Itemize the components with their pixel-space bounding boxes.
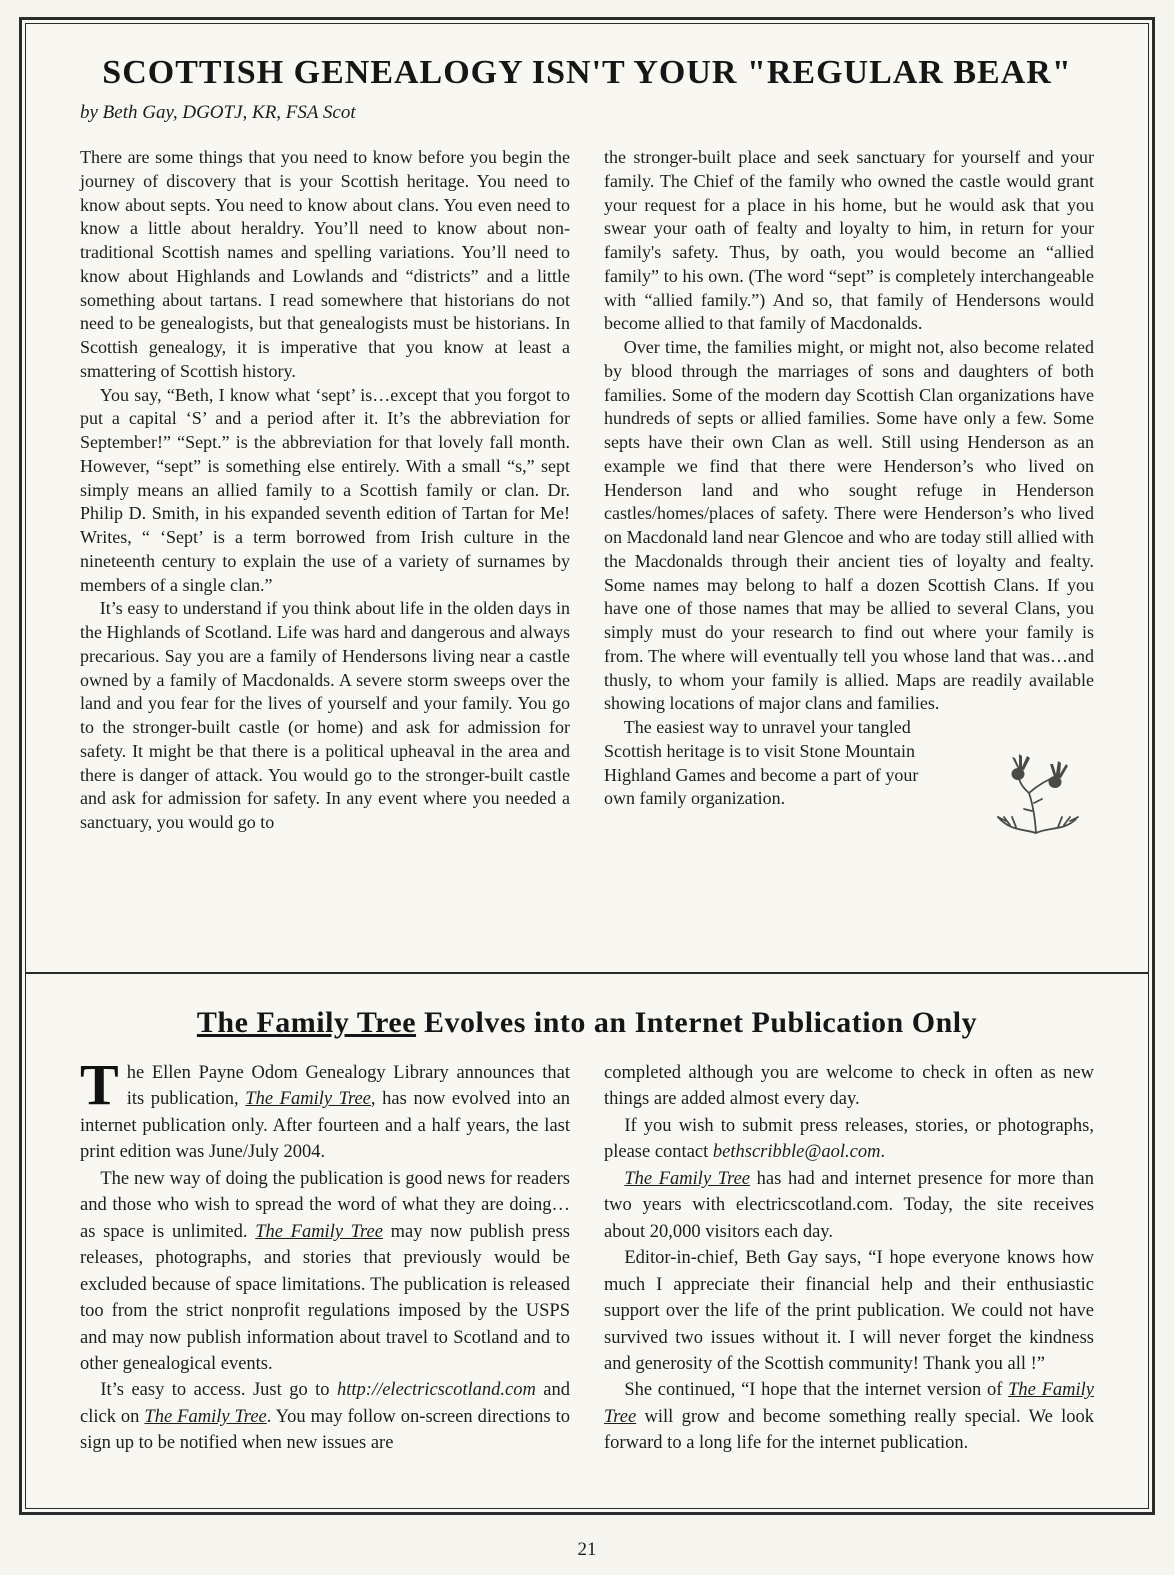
- article1-column-left: [80, 146, 570, 835]
- article1-column-right-text: [604, 146, 1094, 811]
- paragraph: [80, 146, 570, 384]
- text-segment: the stronger-built place and seek sanctuary for yourself and your family. The Chief of the family who owned the castle would grant your request for a place in his home, but he would ask that you swear your oath of fealty and loyalty to him, in return for your family's safety. Thus, by oath, you would become an “allied family” to his own. (The word “sept” is completely interchangeable with “allied family.”) And so, that family of Hendersons would become allied to that family of Macdonalds.: [604, 147, 1094, 334]
- paragraph: [80, 1377, 570, 1456]
- text-segment: The new way of doing the publication is good news for readers and those who wish to spread the word of what they are doing…as space is unlimited.: [80, 1168, 570, 1242]
- page-border-outer: [19, 17, 1155, 1515]
- paragraph-text: [80, 1063, 570, 1162]
- article1-title: SCOTTISH GENEALOGY ISN'T YOUR "REGULAR BEAR": [102, 54, 1072, 91]
- text-segment: It’s easy to access. Just go to: [100, 1380, 337, 1401]
- text-segment: bethscribble@aol.com: [712, 1142, 881, 1163]
- text-segment: If you wish to submit press releases, stories, or photographs, please contact: [604, 1115, 1094, 1163]
- page-border-inner: [25, 23, 1149, 1509]
- text-segment: It’s easy to understand if you think about life in the olden days in the Highlands of Scotland. Life was hard and dangerous and always precarious. Say you are a family of Hendersons living near a castle owned by a family of Macdonalds. A severe storm sweeps over the land and you fear for the lives of yourself and your family. You go to the stronger-built castle (or home) and ask for admission for safety. It might be that there is a political upheaval in the area and there is danger of attack. You would go to the stronger-built castle and ask for admission for safety. In any event where you needed a sanctuary, you would go to: [80, 598, 570, 832]
- drop-cap: T: [80, 1052, 119, 1117]
- paragraph: [80, 1166, 570, 1378]
- text-segment: The Family Tree: [245, 1089, 371, 1110]
- text-segment: Over time, the families might, or might not, also become related by blood through the marriages of sons and daughters of both families. Some of the modern day Scottish Clan organizations have hundreds of septs or allied families. Some have only a few. Some septs have their own Clan as well. Still using Henderson as an example we find that there were Henderson’s who lived on Henderson land and who sought refuge in Henderson castles/homes/places of safety. There were Henderson’s who lived on Macdonald land near Glencoe and who are today still allied with the Macdonalds through their ancient ties of loyalty and fealty. Some names may belong to half a dozen Scottish Clans. If you have one of those names that may be allied to several Clans, you simply must do your research to find out where your family is from. The where will eventually tell you whose land that was…and thusly, to whom your family is allied. Maps are readily available showing locations of major clans and families.: [604, 337, 1094, 714]
- article2-title-publication-name: The Family Tree: [196, 1006, 417, 1039]
- text-segment: will grow and become something really special. We look forward to a long life for the internet publication.: [604, 1406, 1094, 1454]
- article2-column-left-rest: [80, 1166, 570, 1457]
- text-segment: , has now evolved into an internet publication only. After fourteen and a half years, the last print edition was June/July 2004.: [80, 1089, 570, 1163]
- text-segment: There are some things that you need to know before you begin the journey of discovery that is your Scottish heritage. You need to know about septs. You need to know about clans. You even need to know a little about heraldry. You’ll need to know about non-traditional Scottish names and spelling variations. You’ll need to know about Highlands and Lowlands and “districts” and a little something about tartans. I read somewhere that historians do not need to be genealogists, but that genealogists must be historians. In Scottish genealogy, it is imperative that you know at least a smattering of Scottish history.: [80, 147, 570, 381]
- text-segment: You say, “Beth, I know what ‘sept’ is…except that you forgot to put a capital ‘S’ and a period after it. It’s the abbreviation for September!” “Sept.” is the abbreviation for that lovely fall month. However, “sept” is something else entirely. With a small “s,” sept simply means an allied family to a Scottish family or clan. Dr. Philip D. Smith, in his expanded seventh edition of Tartan for Me! Writes, “ ‘Sept’ is a term borrowed from Irish culture in the nineteenth century to explain the use of a variety of surnames by members of a single clan.”: [80, 384, 570, 595]
- text-segment: Editor-in-chief, Beth Gay says, “I hope everyone knows how much I appreciate their financial help and their enthusiastic support over the life of the print publication. We could not have survived two issues without it. I will never forget the kindness and generosity of the Scottish community! Thank you all !”: [604, 1248, 1094, 1374]
- text-segment: may now publish press releases, photographs, and stories that previously would be excluded because of space limitations. The publication is released too from the strict nonprofit regulations imposed by the USPS and may now publish information about travel to Scotland and to other genealogical events.: [80, 1221, 570, 1374]
- paragraph: [604, 336, 1094, 716]
- text-segment: The Family Tree: [604, 1380, 1094, 1427]
- article1-column-right: [604, 146, 1094, 835]
- paragraph: [604, 1377, 1094, 1456]
- text-segment: The Family Tree: [624, 1168, 751, 1189]
- text-segment: completed although you are welcome to check in often as new things are added almost every day.: [604, 1063, 1094, 1110]
- paragraph: [604, 1166, 1094, 1245]
- paragraph: [80, 384, 570, 598]
- article2-column-left: [80, 1052, 570, 1457]
- article2-column-right: [604, 1060, 1094, 1457]
- text-segment: http://electricscotland.com: [337, 1380, 536, 1401]
- article-family-tree: [26, 972, 1148, 1508]
- text-segment: . You may follow on-screen directions to sign up to be notified when new issues are: [80, 1406, 570, 1454]
- paragraph: [604, 716, 947, 811]
- text-segment: The easiest way to unravel your tangled Scottish heritage is to visit Stone Mountain Highland Games and become a part of your own family organization.: [604, 717, 919, 809]
- article2-title-rest: Evolves into an Internet Publication Only: [416, 1006, 978, 1039]
- article-scottish-genealogy: [26, 24, 1148, 972]
- paragraph: [604, 1113, 1094, 1166]
- article2-title: [52, 1006, 1122, 1040]
- text-segment: The Family Tree: [144, 1406, 267, 1427]
- paragraph: [80, 597, 570, 835]
- article2-columns: [52, 1052, 1122, 1457]
- thistle-icon: [980, 747, 1092, 835]
- text-segment: has had and internet presence for more than two years with electricscotland.com. Today, the site receives about 20,000 visitors each day.: [604, 1168, 1094, 1242]
- page-number: 21: [577, 1539, 597, 1560]
- paragraph: [604, 1245, 1094, 1377]
- paragraph: [604, 1060, 1094, 1113]
- text-segment: and click on: [80, 1380, 570, 1427]
- article1-columns: [52, 146, 1122, 835]
- text-segment: The Family Tree: [255, 1221, 383, 1242]
- text-segment: .: [880, 1142, 886, 1163]
- paragraph: [604, 146, 1094, 336]
- article1-byline: by Beth Gay, DGOTJ, KR, FSA Scot: [80, 102, 356, 123]
- paragraph: [80, 1052, 570, 1166]
- text-segment: he Ellen Payne Odom Genealogy Library announces that its publication,: [126, 1063, 570, 1110]
- text-segment: She continued, “I hope that the internet version of: [624, 1380, 1009, 1401]
